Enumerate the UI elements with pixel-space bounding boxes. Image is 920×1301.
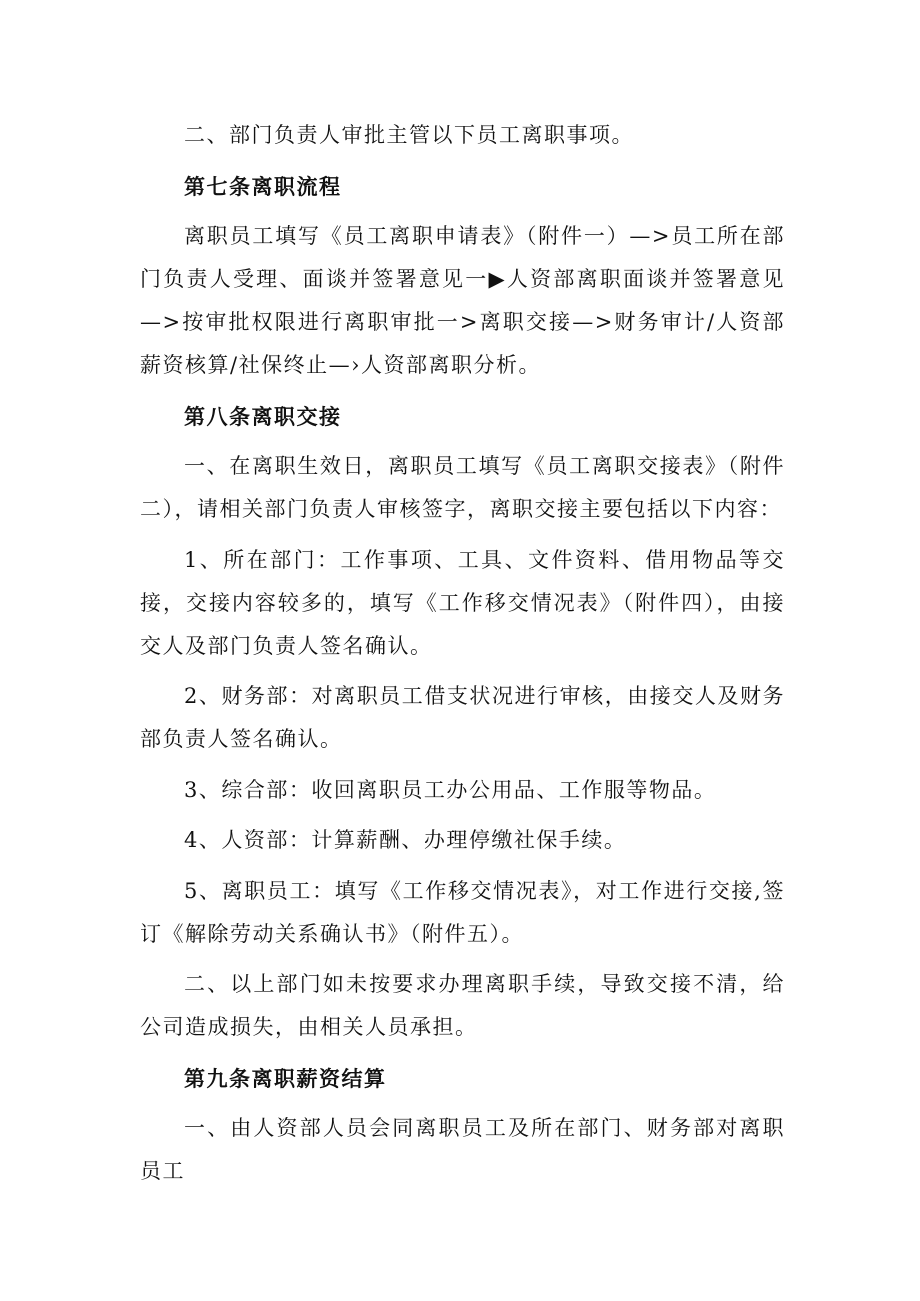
section-heading: 第九条离职薪资结算 bbox=[184, 1065, 387, 1091]
paragraph: 4、人资部：计算薪酬、办理停缴社保手续。 bbox=[184, 828, 627, 852]
document-body bbox=[140, 114, 785, 1201]
paragraph: 一、由人资部人员会同离职员工及所在部门、财务部对离职员工 bbox=[140, 1116, 785, 1183]
paragraph: 离职员工填写《员工离职申请表》（附件一）—>员工所在部门负责人受理、面谈并签署意见一▶人资部离职面谈并签署意见—>按审批权限进行离职审批一>离职交接—>财务审计/人资部薪资核算/社保终止—›人资部离职分析。 bbox=[140, 224, 785, 377]
section-heading: 第七条离职流程 bbox=[184, 173, 342, 199]
paragraph: 二、部门负责人审批主管以下员工离职事项。 bbox=[184, 123, 634, 147]
paragraph: 3、综合部：收回离职员工办公用品、工作服等物品。 bbox=[184, 777, 717, 802]
paragraph: 5、离职员工：填写《工作移交情况表》，对工作进行交接,签订《解除劳动关系确认书》（附件五）。 bbox=[140, 878, 785, 946]
paragraph: 二、以上部门如未按要求办理离职手续，导致交接不清，给公司造成损失，由相关人员承担。 bbox=[140, 972, 785, 1039]
paragraph: 2、财务部：对离职员工借支状况进行审核，由接交人及财务部负责人签名确认。 bbox=[140, 684, 785, 751]
paragraph: 1、所在部门：工作事项、工具、文件资料、借用物品等交接，交接内容较多的，填写《工作移交情况表》（附件四），由接交人及部门负责人签名确认。 bbox=[140, 547, 785, 658]
paragraph: 一、在离职生效日，离职员工填写《员工离职交接表》（附件二），请相关部门负责人审核签字，离职交接主要包括以下内容： bbox=[140, 454, 785, 521]
section-heading: 第八条离职交接 bbox=[184, 403, 342, 429]
